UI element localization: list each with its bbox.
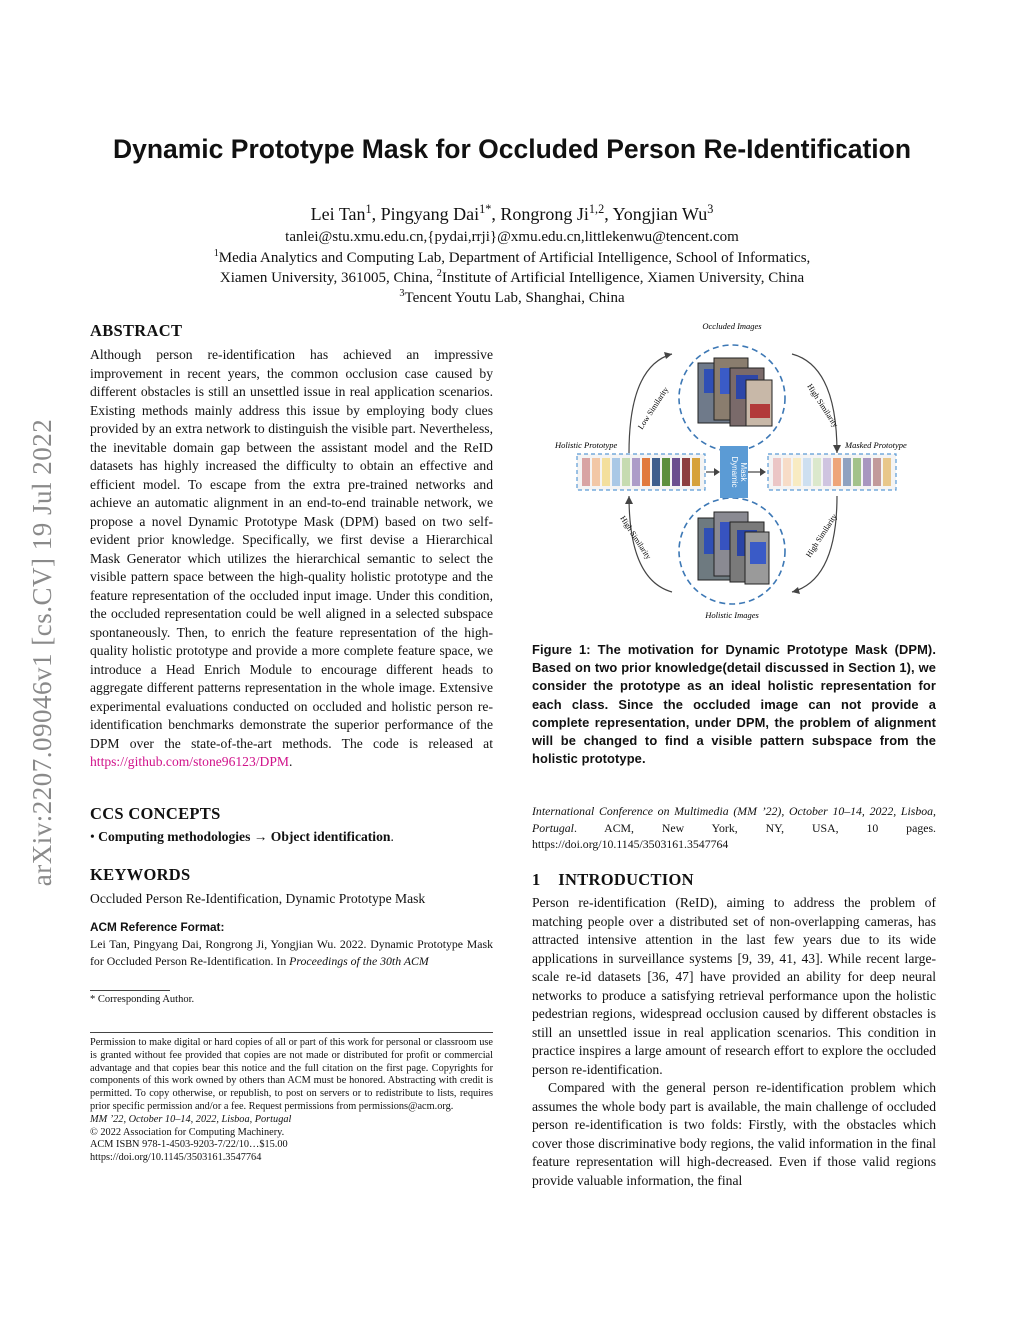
introduction-heading: 1 INTRODUCTION [532, 870, 694, 889]
acm-reference-heading: ACM Reference Format: [90, 920, 225, 934]
keywords-text: Occluded Person Re-Identification, Dynamic Prototype Mask [90, 891, 426, 906]
abstract-body: Although person re-identification has achieved an impressive improvement in recent years, the common occlusion case caused by different obstacles is still an unsettled issue in real application scenarios. Existing methods mainly address this issue by employing body clues provided by an extra network to distinguish the visible part. Nevertheless, the inevitable domain gap between the assistant model and the ReID datasets has highly increased the difficulty to obtain an effective and efficient model. To escape from the extra pre-trained networks and achieve an automatic alignment in an end-to-end trainable network, we propose a novel Dynamic Prototype Mask (DPM) based on two self-evident prior knowledge. Specifically, we first devise a Hierarchical Mask Generator which utilizes the hierarchical semantic to select the visible pattern space between the high-quality holistic prototype and the feature representation of the occluded input image. Under this condition, the occluded representation could be well aligned in a selected subspace spontaneously. Then, to enrich the feature representation of the high-quality holistic prototype and provide a more complete feature space, we introduce a Head Enrich Module to encourage different heads to aggregate different patterns representation in the whole image. Extensive experimental evaluations conducted on occluded and holistic person re-identification benchmarks demonstrate the superior performance of the DPM over the state-of-the-art methods. The code is released at https://github.com/stone96123/DPM. [90, 347, 493, 769]
dynamic-mask-label: Mask [739, 462, 748, 482]
permission-divider [90, 1032, 493, 1033]
author-name: Pingyang Dai [380, 204, 480, 224]
footnote: * Corresponding Author. [90, 994, 195, 1005]
affiliation-line: $^1$Media Analytics and Computing Lab, Department of Artificial Intelligence, School of Informatics, [213, 248, 811, 266]
code-link[interactable]: https://github.com/stone96123/DPM [90, 754, 290, 769]
occluded-images-label: Occluded Images [702, 321, 762, 331]
high-similarity-label: High Similarity [804, 512, 839, 560]
abstract-heading: ABSTRACT [90, 321, 183, 340]
occluded-image-stack [698, 358, 772, 426]
low-similarity-label: Low Similarity [636, 385, 671, 432]
ccs-item: • Computing methodologies → Object identification. [90, 829, 394, 844]
arc-top-right [792, 354, 837, 453]
high-similarity-label: High Similarity [618, 514, 654, 562]
arrow-right-icon [714, 468, 720, 476]
affiliation-line: Xiamen University, 361005, China, $^2$Institute of Artificial Intelligence, Xiamen University, China [219, 268, 805, 286]
arrow-right-icon [760, 468, 766, 476]
dynamic-mask-label: Dynamic [730, 456, 739, 488]
footnote-divider [90, 990, 170, 991]
arxiv-id: arXiv:2207.09046v1 [cs.CV] 19 Jul 2022 [27, 418, 58, 887]
holistic-images-label: Holistic Images [705, 610, 759, 620]
arrowhead-icon [792, 587, 800, 594]
intro-paragraph: Compared with the general person re-identification problem which assumes the whole body part is available, the main challenge of occluded person re-identification is two folds: Firstly, with the obstacles which cover those discriminative body regions, the valid information in the final feature representation will high-decreased. Even if those valid regions provide valuable information, the final [532, 1080, 936, 1188]
introduction-body [532, 894, 936, 1190]
arrowhead-icon [625, 496, 633, 504]
acm-reference-text: Lei Tan, Pingyang Dai, Rongrong Ji, Yongjian Wu. 2022. Dynamic Prototype Mask for Occluded Person Re-Identification. In Proceedings of the 30th ACM [90, 937, 493, 968]
holistic-image-stack [698, 512, 769, 584]
keywords-heading: KEYWORDS [90, 865, 191, 884]
permission-block: Permission to make digital or hard copies of all or part of this work for personal or classroom use is granted without fee provided that copies are not made or distributed for profit or commercial advantage and that copies bear this notice and the full citation on the first page. Copyrights for components of this work owned by others than ACM must be honored. Abstracting with credit is permitted. To copy otherwise, or republish, to post on servers or to redistribute to lists, requires prior specific permission and/or a fee. Request permissions from permissions@acm.org. MM ’22, October 10–14, 2022, Lisboa, Portugal © 2022 Association for Computing Machinery. ACM ISBN 978-1-4503-9203-7/22/10…$15.00 https://doi.org/10.1145/3503161.3547764 [90, 1037, 493, 1164]
conference-reference: International Conference on Multimedia (MM ’22), October 10–14, 2022, Lisboa, Portugal. ACM, New York, NY, USA, 10 pages. https://doi.org/10.1145/3503161.3547764 [532, 804, 936, 852]
masked-prototype-label: Masked Prototype [845, 440, 907, 450]
arrowhead-icon [833, 445, 841, 453]
author-name: Yongjian Wu [612, 204, 708, 224]
paper-title: Dynamic Prototype Mask for Occluded Person Re-Identification [112, 134, 912, 164]
arxiv-sidebar [18, 365, 68, 940]
figure-1-diagram [532, 318, 936, 628]
author-emails: tanlei@stu.xmu.edu.cn,{pydai,rrji}@xmu.edu.cn,littlekenwu@tencent.com [285, 229, 739, 245]
author-name: Lei Tan [310, 204, 366, 224]
author-list: Lei Tan$^1$, Pingyang Dai$^{1*}$, Rongrong Ji$^{1,2}$, Yongjian Wu$^3$ [310, 202, 714, 224]
holistic-prototype-label: Holistic Prototype [555, 440, 618, 450]
ccs-heading: CCS CONCEPTS [90, 804, 221, 823]
intro-paragraph: Person re-identification (ReID), aiming to address the problem of matching people over a distributed set of non-overlapping cameras, has attracted intensive attention in the last few years due to its wide applications in surveillance systems [9, 39, 41, 43]. While recent large-scale re-id datasets [36, 47] have provided an ability for deep neural networks to produce a satisfying retrieval performance upon the holistic pedestrian regions, widespread occlusion caused by different obstacles is still an unsettled issue in real application scenarios. This condition in practice inspires a large amount of research effort to explore the occluded person re-identification. [532, 895, 936, 1077]
arrowhead-icon [664, 352, 672, 359]
figure-1-caption: Figure 1: The motivation for Dynamic Prototype Mask (DPM). Based on two prior knowledge(detail discussed in Section 1), we consider the prototype as an ideal holistic representation for each class. Since the occluded image can not provide a complete representation, under DPM, the problem of alignment will be changed to find a visible pattern subspace from the holistic prototype. [532, 642, 936, 767]
high-similarity-label: High Similarity [805, 382, 841, 430]
author-name: Rongrong Ji [500, 204, 589, 224]
affiliation-line: $^3$Tencent Youtu Lab, Shanghai, China [399, 288, 625, 306]
